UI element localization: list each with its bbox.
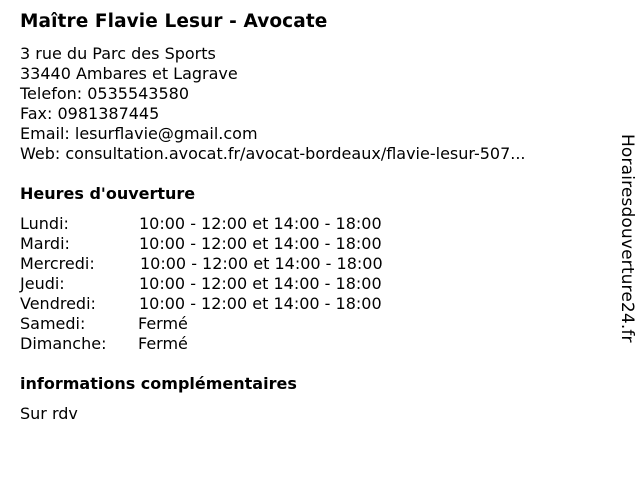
city-address: 33440 Ambares et Lagrave [20,64,238,83]
fax-number: Fax: 0981387445 [20,104,160,123]
time-value: 10:00 - 12:00 et 14:00 - 18:00 [139,294,382,313]
day-label: Jeudi: [20,274,65,293]
time-value: Fermé [138,334,188,353]
time-value: 10:00 - 12:00 et 14:00 - 18:00 [139,234,382,253]
day-label: Dimanche: [20,334,107,353]
day-label: Mercredi: [20,254,95,273]
time-value: 10:00 - 12:00 et 14:00 - 18:00 [139,214,382,233]
page-title: Maître Flavie Lesur - Avocate [20,11,328,32]
phone-number: Telefon: 0535543580 [20,84,190,103]
hours-heading: Heures d'ouverture [20,184,196,203]
time-value: 10:00 - 12:00 et 14:00 - 18:00 [139,274,382,293]
email-address: Email: lesurflavie@gmail.com [20,124,258,143]
website-link: Web: consultation.avocat.fr/avocat-bordeaux/flavie-lesur-507... [20,144,526,163]
address-block [20,44,526,164]
info-text: Sur rdv [20,404,78,423]
info-heading: informations complémentaires [20,374,297,393]
day-label: Vendredi: [20,294,96,313]
day-label: Mardi: [20,234,70,253]
time-value: Fermé [138,314,188,333]
time-value: 10:00 - 12:00 et 14:00 - 18:00 [140,254,383,273]
watermark [613,134,637,344]
day-label: Samedi: [20,314,86,333]
watermark-text: Horairesdouverture24.fr [617,134,637,343]
street-address: 3 rue du Parc des Sports [20,44,216,63]
day-label: Lundi: [20,214,69,233]
